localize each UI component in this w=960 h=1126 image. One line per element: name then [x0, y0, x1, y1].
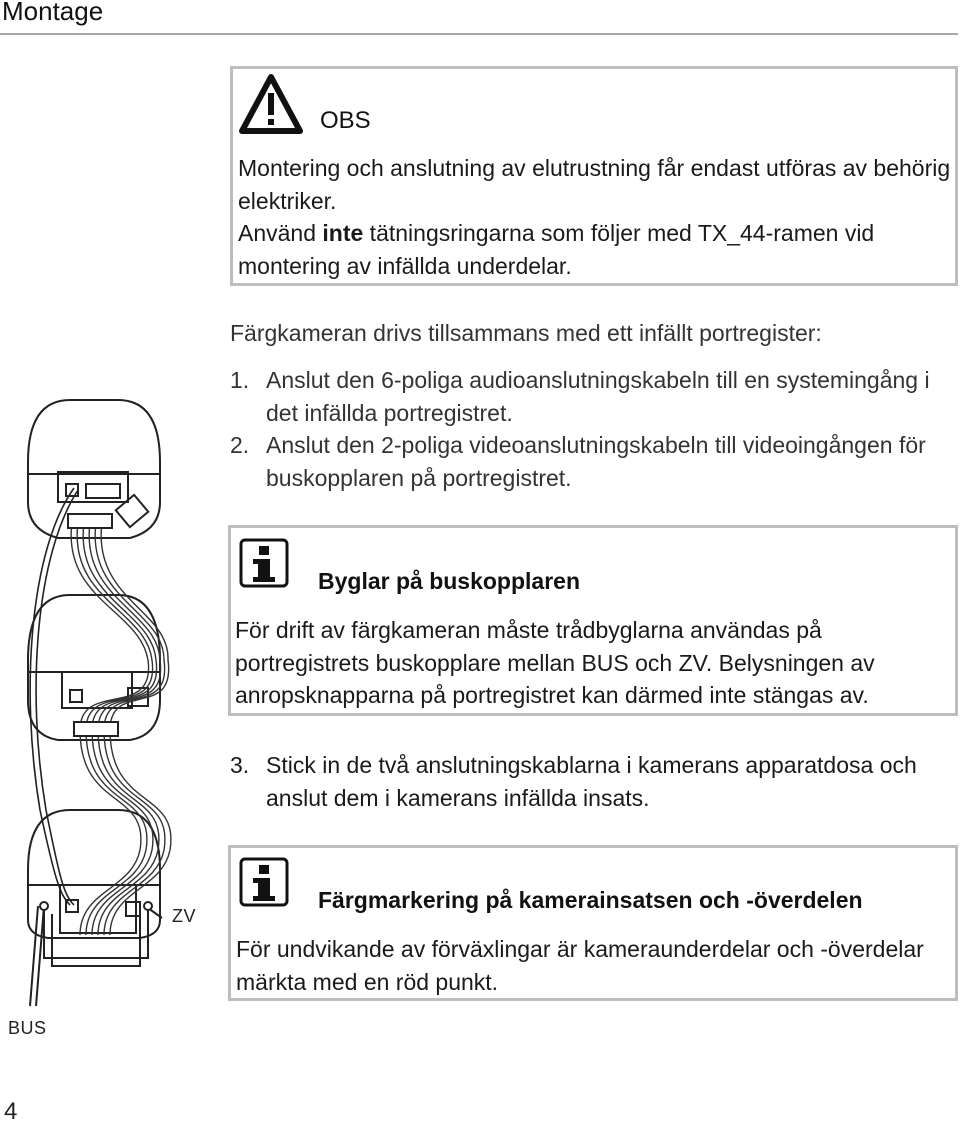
info-box-jumpers — [228, 525, 958, 716]
label-zv: ZV — [172, 906, 197, 926]
info-text: För drift av färgkameran måste trådbyglarna användas på portregistrets buskopplare mellan BUS och ZV. Belysningen av anropsknapparna på portregistret kan därmed inte stängas av. — [235, 617, 875, 708]
page-number: 4 — [4, 1098, 18, 1125]
info-icon — [239, 857, 289, 907]
wiring-diagram — [0, 390, 200, 1050]
step-number: 3. — [230, 752, 250, 778]
step-3 — [230, 749, 960, 819]
warning-text-2 — [238, 217, 956, 282]
header-divider — [0, 33, 958, 35]
step-text: Anslut den 2-poliga videoanslutningskabeln till videoingången för buskopplaren på portregistret. — [266, 432, 926, 491]
step-2 — [230, 429, 960, 499]
info-icon — [239, 538, 289, 588]
step-1 — [230, 364, 960, 434]
step-number: 2. — [230, 432, 250, 458]
label-bus: BUS — [8, 1018, 47, 1038]
warning-heading: OBS — [320, 107, 371, 134]
warning-text-2-bold: inte — [322, 220, 364, 246]
warning-triangle-icon — [238, 73, 304, 135]
info-heading: Byglar på buskopplaren — [318, 568, 581, 594]
intro-text: Färgkameran drivs tillsammans med ett infällt portregister: — [230, 320, 822, 346]
info-box-color-marking — [228, 845, 958, 1001]
step-text: Anslut den 6-poliga audioanslutningskabeln till en systemingång i det infällda portregistret. — [266, 367, 930, 426]
page-title: Montage — [2, 0, 104, 26]
warning-text-1: Montering och anslutning av elutrustning får endast utföras av behörig elektriker. — [238, 155, 951, 214]
step-number: 1. — [230, 367, 250, 393]
info-text: För undvikande av förväxlingar är kameraunderdelar och -överdelar märkta med en röd punkt. — [236, 936, 924, 995]
step-text: Stick in de två anslutningskablarna i kamerans apparatdosa och anslut dem i kamerans infällda insats. — [266, 752, 917, 811]
warning-text-2-pre: Använd — [238, 220, 323, 246]
warning-box — [230, 66, 958, 286]
info-heading: Färgmarkering på kamerainsatsen och -överdelen — [318, 887, 863, 913]
warning-text-2-post: tätningsringarna som följer med TX_44-ramen vid montering av infällda underdelar. — [238, 220, 875, 279]
